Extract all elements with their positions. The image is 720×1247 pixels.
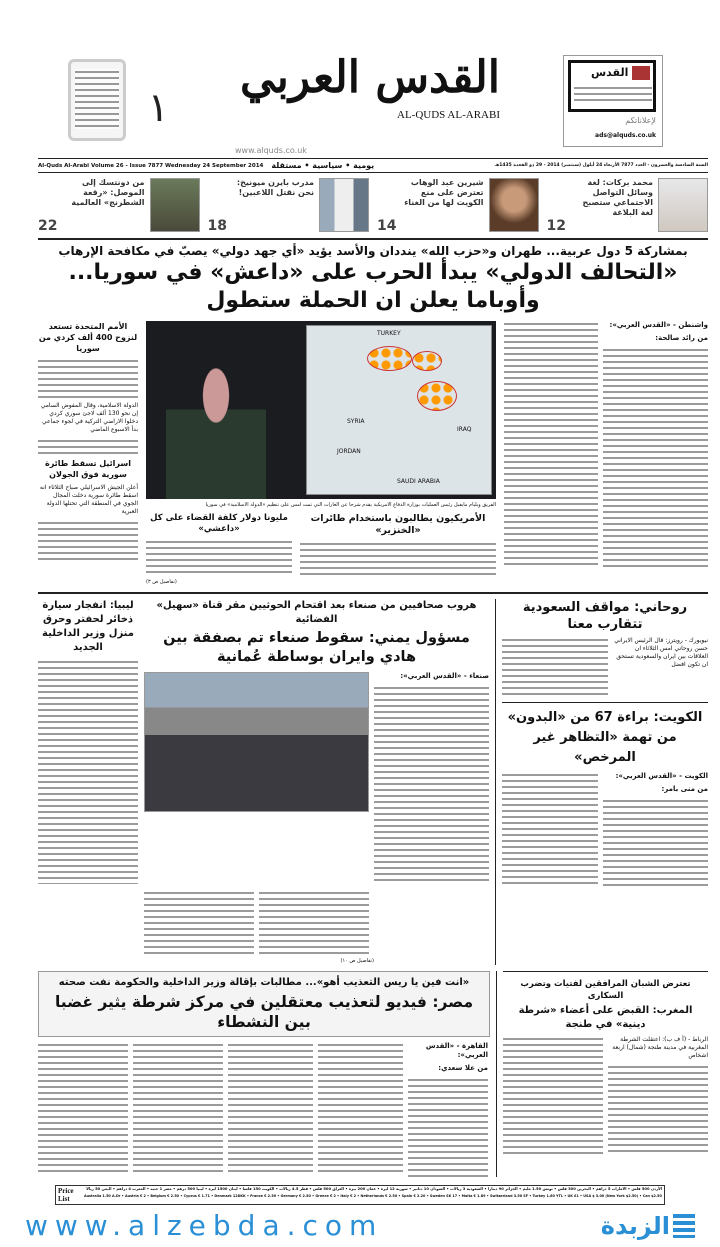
teaser-1[interactable] [547,178,709,234]
egypt-body-4 [133,1042,223,1172]
rule-teasers [38,238,708,240]
teaser-text: من دونتسك إلى الموصل: «رقعة الشطرنج» العالمية [71,178,145,207]
morocco-body-1 [608,1064,708,1154]
dateline [38,159,708,172]
lead-subheadline-1: الأمريكيون يطالبون باستخدام طائرات «الخنزير» [310,513,486,536]
morocco-snippet: الرباط - (أ ف ب): اعتقلت الشرطة المغربية في مدينة طنجة (شمال) اربعة اشخاص [612,1036,708,1059]
lead-body-col-2 [504,321,598,567]
yemen-lower-cols [144,815,374,955]
map-label: IRAQ [457,426,472,433]
lead-text [504,321,708,586]
lead-byline-2: من رائد صالحة: [655,334,708,342]
dateline-tagline: يومية • سياسية • مستقلة [271,161,375,170]
egypt-body-5 [38,1042,128,1172]
sub1-body [300,541,496,577]
kuwait-body-1 [603,798,708,888]
kuwait-col-1 [603,772,708,888]
egypt-byline: القاهرة - «القدس العربي»: [425,1042,488,1059]
teaser-page-number: 14 [377,218,397,234]
israel-body [38,520,138,560]
ad-email[interactable]: ads@alquds.co.uk [595,132,656,139]
map-label: SYRIA [347,418,365,425]
egypt-text [38,1042,490,1177]
yemen-body-1 [374,685,489,885]
watermark-logo-text: الزبدة [600,1212,670,1240]
lead-section [38,321,708,586]
price-list-arabic: الأردن 500 فلس • الامارات 5 دراهم • البحرين 300 فلس • تونس 1.50 مليم • الجزائر 90 دينارا • السعودية 3 ريالات • السودان 10 دنانير • سورية 12 ليرة • عمان 200 بيزة • العراق 500 فلس • قطر 4.5 ريالات • الكويت 150 فلسا • لبنان 1500 ليرة • ليبيا 500 درهم • مصر 1 جنيه • المغرب 4 دراهم • اليمن 50 ريالا [86,1187,662,1191]
logo-english: AL-QUDS AL-ARABI [397,109,500,121]
libya-column [38,599,138,965]
un-headline: الأمم المتحدة تستعد لنزوح 400 ألف كردي من سوريا [38,322,138,353]
sub1-block [300,513,496,586]
egypt-column [38,971,490,1177]
map-label: SAUDI ARABIA [397,478,440,485]
rule-morocco [503,971,708,972]
teaser-text: شيرين عبد الوهاب تعترض على منع الكويت لها من الغناء [404,178,484,207]
syria-map [306,325,492,495]
yemen-kicker: هروب صحافيين من صنعاء بعد اقتحام الحوثيين مقر قناة «سهيل» الفضائية [156,600,477,625]
yemen-photo [144,672,369,812]
morocco-col-1 [608,1036,708,1156]
lead-byline: واشنطن - «القدس العربي»: [609,321,708,329]
details-link[interactable]: (تفاصيل ص ٣) [146,579,177,585]
watermark-logo [601,1210,695,1242]
egypt-headline-box [38,971,490,1037]
teaser-text: مدرب بايرن ميونيخ: نحن نقتل اللاعبين! [236,178,314,197]
morocco-headline: المغرب: القبض على أعضاء «شرطة دينية» في طنجة [518,1005,693,1030]
price-list-international: Australia 1.50 A.Dr • Austria € 2 • Belgium € 2.50 • Cyprus € 1.71 • Denmark 12DKK • France € 2.50 • Germany € 2.50 • Greece € 2 • Italy € 2 • Netherlands € 2.50 • Spain € 2.20 • Sweden SK 17 • Malta € 1.89 • Switzerland 3.50 SF • Turkey 1.60 YTL • UK £1 • USA $ 3.00 (New York $2.50) • Can $2.50 [84,1194,662,1198]
morocco-column [503,971,708,1177]
yemen-body-2 [144,890,254,955]
kuwait-text [502,772,708,888]
un-body [38,358,138,398]
map-label: JORDAN [337,448,361,455]
teaser-page-number: 22 [38,218,58,234]
lead-kicker: بمشاركة 5 دول عربية... طهران و«حزب الله» ينددان والأسد يؤيد «أي جهد دولي» يصبّ في مكافحة الإرهاب [58,244,688,258]
middle-section [38,599,708,965]
teaser-text: محمد بركات: لغة وسائل التواصل الاجتماعي ستصبح لغة البلاغة [582,178,653,217]
lead-center [146,321,496,586]
morocco-text [503,1036,708,1156]
teaser-2[interactable] [377,178,539,234]
logo-arabic: القدس العربي [239,52,501,103]
price-list-lines [84,1187,662,1199]
rouhani-body [502,637,608,697]
teaser-page-number: 18 [207,218,227,234]
sub2-body [146,539,292,575]
column-divider-bottom [496,971,497,1177]
yemen-headline: مسؤول يمني: سقوط صنعاء تم بصفقة بين هادي وايران بوساطة عُمانية [163,630,470,665]
un-snippet: الدولة الاسلامية، وقال المفوض السامي إن نحو 130 ألف لاجئ سوري كردي دخلوا الاراضي التركية في لجوء جماعي بدأ الاسبوع الماضي [40,402,138,433]
dateline-arabic: السنة السادسة والعشرون - العدد 7877 الأربعاء 24 أيلول (سبتمبر) 2014 - 29 ذو القعدة 1435هـ [494,163,708,168]
teaser-photo [658,178,708,232]
rouhani-text [502,637,708,697]
newspaper-logo [200,48,540,122]
bottom-section [38,971,708,1177]
yemen-details-link[interactable]: (تفاصيل ص ١٠) [340,958,374,964]
egypt-body-3 [228,1042,313,1172]
right-column [502,599,708,965]
lead-text-col-1 [603,321,708,586]
morocco-body-2 [503,1036,603,1156]
teaser-3[interactable] [208,178,370,234]
un-body-2 [38,438,138,454]
libya-headline: ليبيا: انفجار سيارة ذخائر لحفتر وحرق منزل وزير الداخلية الجديد [42,600,134,653]
israel-headline: اسرائيل تسقط طائرة سورية فوق الجولان [44,459,132,479]
lead-headline: «التحالف الدولي» يبدأ الحرب على «داعش» في سوريا... وأوباما يعلن ان الحملة ستطول [68,260,678,313]
teaser-photo [150,178,200,232]
yemen-body-3 [259,890,369,955]
egypt-col-1 [408,1042,488,1177]
rouhani-headline: روحاني: مواقف السعودية تتقارب معنا [522,600,688,632]
menu-lines-icon [673,1214,695,1238]
masthead [0,0,720,158]
egypt-headline: مصر: فيديو لتعذيب معتقلين في مركز شرطة يثير غضبا بين النشطاء [54,993,474,1031]
map-label: TURKEY [377,330,401,337]
yemen-text [374,672,489,885]
rouhani-snippet: نيويورك - رويترز: قال الرئيس الايراني حسن روحاني امس الثلاثاء ان العلاقات بين ايران والسعودية تستحق ان تكون افضل [614,637,708,668]
libya-body [38,659,138,884]
teaser-4[interactable] [38,178,200,234]
morocco-kicker: تعترض الشبان المرافقين لفتيات وتضرب السكارى [520,979,691,1001]
lead-subheadline-2: مليونا دولار كلفة القضاء على كل «داعشي» [150,513,288,534]
teasers [38,173,708,238]
left-ad[interactable]: ١ [62,55,177,145]
teaser-photo [489,178,539,232]
yemen-byline: صنعاء - «القدس العربي»: [400,672,489,680]
teaser-page-number: 12 [546,218,566,234]
kuwait-byline: الكويت - «القدس العربي»: [615,772,708,780]
lead-photo-caption: الفريق ويليام مايفيل رئيس العمليات بوزارة الدفاع الامريكية يقدم شرحا عن الغارات التي تمت امس على تنظيم «الدولة الاسلامية» في سوريا [205,502,496,508]
rule-mid [38,592,708,594]
lead-photo [146,321,496,499]
egypt-body-2 [318,1042,403,1172]
kuwait-headline: الكويت: براءة 67 من «البدون» من تهمة «التظاهر غير المرخص» [507,710,703,765]
egypt-byline-2: من علا سعدي: [438,1064,488,1072]
dateline-english: Al-Quds Al-Arabi Volume 26 - Issue 7877 Wednesday 24 September 2014 [38,162,264,169]
ad-text: لإعلاناتكم [625,116,656,125]
watermark-url: www.alzebda.com [25,1209,384,1242]
teaser-photo [319,178,369,232]
right-ad[interactable]: القدس لإعلاناتكم ads@alquds.co.uk [563,55,663,147]
egypt-body-1 [408,1077,488,1177]
egypt-kicker: «انت فين يا ريس التعذيب أهو»... مطالبات بإقالة وزير الداخلية والحكومة نفت صحته [58,977,470,988]
rule-rouhani [502,702,708,703]
yemen-column [144,599,489,965]
price-list [55,1185,665,1205]
column-divider [495,599,496,965]
price-list-label: Price List [58,1187,74,1203]
left-column [38,321,138,586]
israel-snippet: أعلن الجيش الاسرائيلي صباح الثلاثاء انه اسقط طائرة سورية دخلت المجال الجوي في المنطقة التي تحتلها الدولة العبرية [39,484,138,515]
kuwait-body-2 [502,772,598,884]
lead-body-col-1 [603,347,708,569]
kuwait-byline-2: من منى بامر: [661,785,708,793]
watermark [0,1205,720,1247]
sub2-block [146,513,292,586]
website-link[interactable]: www.alquds.co.uk [235,146,307,155]
lead-subs [146,513,496,586]
